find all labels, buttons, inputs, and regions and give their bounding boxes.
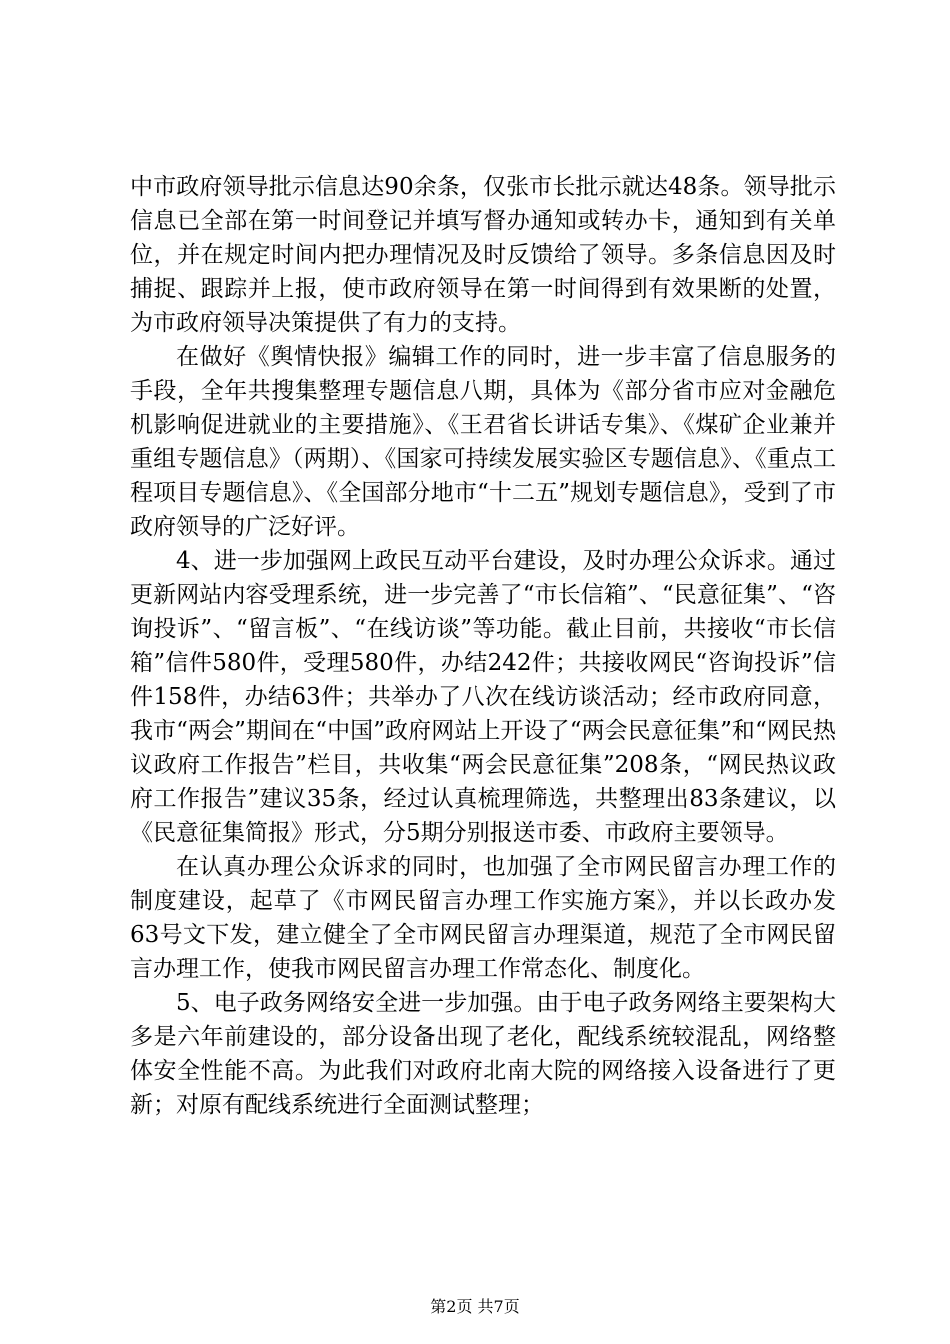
page-footer [0, 1296, 950, 1318]
document-body [130, 170, 836, 1122]
paragraph-network-security: 5、电子政务网络安全进一步加强。由于电子政务网络主要架构大多是六年前建设的，部分设备出现了老化，配线系统较混乱，网络整体安全性能不高。为此我们对政府北南大院的网络接入设备进行了更新；对原有配线系统进行全面测试整理； [130, 990, 836, 1118]
paragraph-message-system: 在认真办理公众诉求的同时，也加强了全市网民留言办理工作的制度建设，起草了《市网民留言办理工作实施方案》，并以长政办发63号文下发，建立健全了全市网民留言办理渠道，规范了全市网民留言办理工作，使我市网民留言办理工作常态化、制度化。 [130, 854, 836, 982]
paragraph-interaction-platform: 4、进一步加强网上政民互动平台建设，及时办理公众诉求。通过更新网站内容受理系统，进一步完善了“市长信箱”、“民意征集”、“咨询投诉”、“留言板”、“在线访谈”等功能。截止目前，共接收“市长信箱”信件580件，受理580件，办结242件；共接收网民“咨询投诉”信件158件，办结63件；共举办了八次在线访谈活动；经市政府同意，我市“两会”期间在“中国”政府网站上开设了“两会民意征集”和“网民热议政府工作报告”栏目，共收集“两会民意征集”208条，“网民热议政府工作报告”建议35条，经过认真梳理筛选，共整理出83条建议，以《民意征集简报》形式，分5期分别报送市委、市政府主要领导。 [130, 548, 836, 846]
paragraph-special-info: 在做好《舆情快报》编辑工作的同时，进一步丰富了信息服务的手段，全年共搜集整理专题信息八期，具体为《部分省市应对金融危机影响促进就业的主要措施》、《王君省长讲话专集》、《煤矿企业兼并重组专题信息》（两期）、《国家可持续发展实验区专题信息》、《重点工程项目专题信息》、《全国部分地市“十二五”规划专题信息》，受到了市政府领导的广泛好评。 [130, 344, 836, 540]
page-number-label: 第2页 共7页 [430, 1297, 520, 1316]
paragraph-leader-instructions: 中市政府领导批示信息达90余条，仅张市长批示就达48条。领导批示信息已全部在第一时间登记并填写督办通知或转办卡，通知到有关单位，并在规定时间内把办理情况及时反馈给了领导。多条信息因及时捕捉、跟踪并上报，使市政府领导在第一时间得到有效果断的处置，为市政府领导决策提供了有力的支持。 [130, 174, 836, 336]
